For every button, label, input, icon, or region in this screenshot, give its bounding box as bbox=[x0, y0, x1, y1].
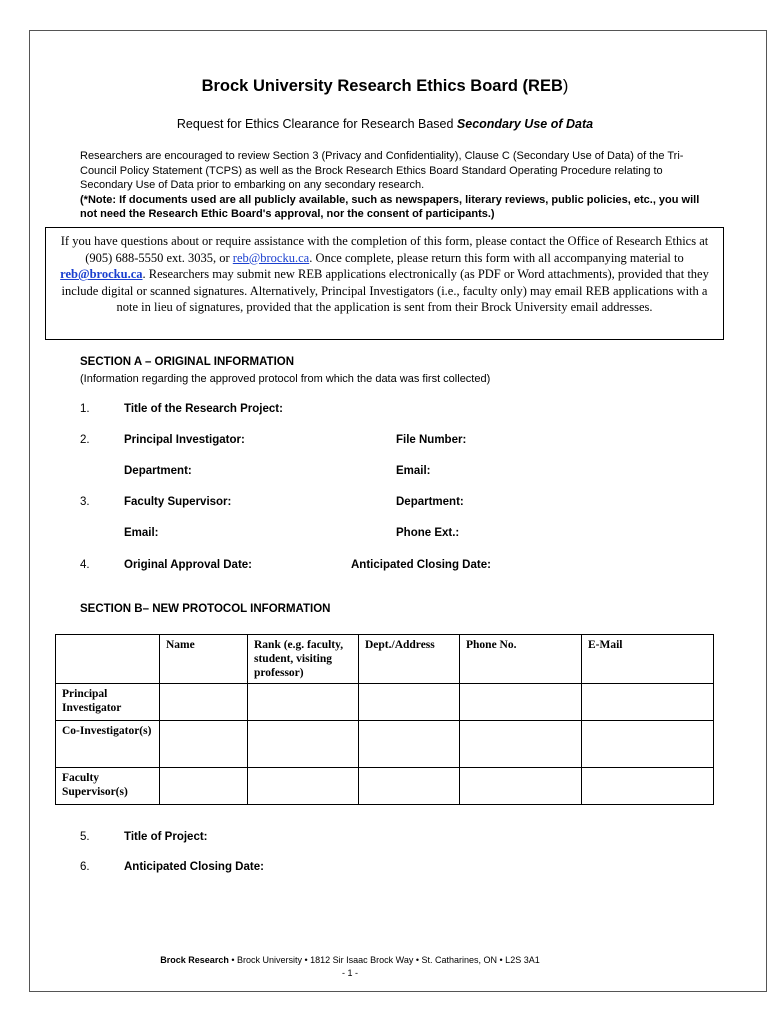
title-of-project-label: Title of Project: bbox=[124, 831, 208, 843]
page-number: - 1 - bbox=[341, 968, 358, 978]
contact-info-box bbox=[45, 227, 724, 340]
page-footer bbox=[0, 955, 700, 965]
email-label-1: Email: bbox=[396, 465, 431, 477]
item-number-1: 1. bbox=[80, 403, 90, 415]
intro-paragraph bbox=[80, 149, 700, 222]
table-cell[interactable] bbox=[160, 684, 248, 721]
phone-ext-label: Phone Ext.: bbox=[396, 527, 460, 539]
reb-email-link[interactable]: reb@brocku.ca bbox=[232, 250, 310, 265]
page-title bbox=[0, 77, 770, 96]
item-number-3: 3. bbox=[80, 496, 90, 508]
table-header-cell: Phone No. bbox=[460, 635, 582, 684]
reb-email-link-bold[interactable]: reb@brocku.ca bbox=[60, 267, 143, 281]
footer-address: • Brock University • 1812 Sir Isaac Brock Way • St. Catharines, ON • L2S 3A1 bbox=[228, 955, 540, 965]
intro-text: Researchers are encouraged to review Section 3 (Privacy and Confidentiality), Clause C (Secondary Use of Data) of the Tri-Council Policy Statement (TCPS) as well as the Brock Research Ethics Board Standard Operating Procedure relating to Secondary Use of Data prior to embarking on any secondary research. bbox=[80, 150, 684, 191]
table-cell[interactable] bbox=[460, 721, 582, 768]
file-number-label: File Number: bbox=[396, 434, 467, 446]
table-cell[interactable] bbox=[359, 721, 460, 768]
table-row bbox=[56, 721, 714, 768]
section-b-heading: SECTION B– NEW PROTOCOL INFORMATION bbox=[80, 603, 331, 615]
department-label-1: Department: bbox=[124, 465, 192, 477]
contact-text-3: . Researchers may submit new REB applications electronically (as PDF or Word attachments), provided that they include digital or scanned signatures. Alternatively, Principal Investigators (i.e., faculty only) may email REB applications with a note in lieu of signatures, provided that the application is sent from their Brock University email addresses. bbox=[61, 267, 709, 314]
item-number-6: 6. bbox=[80, 861, 90, 873]
table-cell[interactable] bbox=[582, 684, 714, 721]
anticipated-closing-date-label-b: Anticipated Closing Date: bbox=[124, 861, 264, 873]
intro-note: (*Note: If documents used are all publicly available, such as newspapers, literary reviews, public policies, etc., you will not need the Research Ethic Board's approval, nor the consent of participants.) bbox=[80, 193, 700, 220]
table-cell[interactable] bbox=[359, 768, 460, 805]
subtitle-emphasis: Secondary Use of Data bbox=[456, 117, 594, 131]
table-cell[interactable] bbox=[160, 768, 248, 805]
table-cell[interactable] bbox=[160, 721, 248, 768]
faculty-supervisor-label: Faculty Supervisor: bbox=[124, 496, 232, 508]
item-number-4: 4. bbox=[80, 559, 90, 571]
table-cell[interactable] bbox=[582, 768, 714, 805]
table-header-cell: E-Mail bbox=[582, 635, 714, 684]
contact-text-2: . Once complete, please return this form with all accompanying material to bbox=[309, 250, 684, 265]
department-label-2: Department: bbox=[396, 496, 464, 508]
item-number-2: 2. bbox=[80, 434, 90, 446]
original-approval-date-label: Original Approval Date: bbox=[124, 559, 253, 571]
table-cell[interactable] bbox=[460, 768, 582, 805]
row-label: Co-Investigator(s) bbox=[56, 721, 160, 768]
contact-text-1: If you have questions about or require assistance with the completion of this form, please contact the Office of Research Ethics at (905) 688-5550 ext. 3035, or bbox=[60, 234, 709, 265]
table-header-cell: Dept./Address bbox=[359, 635, 460, 684]
section-a-note: (Information regarding the approved protocol from which the data was first collected) bbox=[80, 373, 491, 385]
table-cell[interactable] bbox=[582, 721, 714, 768]
footer-org: Brock Research bbox=[160, 955, 229, 965]
table-cell[interactable] bbox=[248, 684, 359, 721]
email-label-2: Email: bbox=[124, 527, 159, 539]
table-row bbox=[56, 684, 714, 721]
section-a-heading: SECTION A – ORIGINAL INFORMATION bbox=[80, 356, 295, 368]
title-paren: ) bbox=[562, 77, 569, 95]
row-label: Faculty Supervisor(s) bbox=[56, 768, 160, 805]
table-row bbox=[56, 768, 714, 805]
table-cell[interactable] bbox=[248, 721, 359, 768]
page-subtitle bbox=[0, 117, 770, 131]
table-cell[interactable] bbox=[248, 768, 359, 805]
principal-investigator-label: Principal Investigator: bbox=[124, 434, 245, 446]
title-research-project-label: Title of the Research Project: bbox=[124, 403, 283, 415]
table-header-row bbox=[56, 635, 714, 684]
subtitle-text: Request for Ethics Clearance for Research Based bbox=[176, 117, 457, 131]
title-text: Brock University Research Ethics Board (REB bbox=[201, 77, 563, 95]
table-cell[interactable] bbox=[359, 684, 460, 721]
row-label: Principal Investigator bbox=[56, 684, 160, 721]
table-cell[interactable] bbox=[460, 684, 582, 721]
table-header-cell: Rank (e.g. faculty, student, visiting professor) bbox=[248, 635, 359, 684]
item-number-5: 5. bbox=[80, 831, 90, 843]
anticipated-closing-date-label-a: Anticipated Closing Date: bbox=[351, 559, 491, 571]
protocol-table bbox=[55, 634, 714, 805]
table-header-cell bbox=[56, 635, 160, 684]
table-header-cell: Name bbox=[160, 635, 248, 684]
